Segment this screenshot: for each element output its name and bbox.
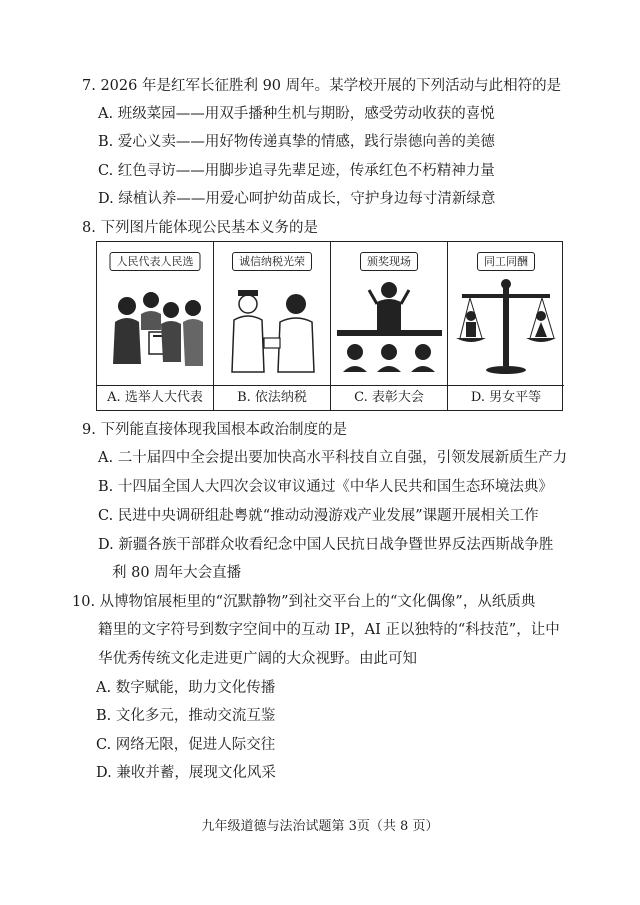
question-8-stem: 8. 下列图片能体现公民基本义务的是	[82, 220, 318, 236]
panel-b-caption: B. 依法纳税	[214, 385, 330, 410]
panel-b	[214, 242, 331, 410]
question-9-option-c: C. 民进中央调研组赴粤就“推动动漫游戏产业发展”课题开展相关工作	[98, 508, 539, 524]
panel-a-caption: A. 选举人大代表	[97, 385, 213, 410]
award-ceremony-illustration	[331, 272, 448, 387]
question-9-option-d: D. 新疆各族干部群众收看纪念中国人民抗日战争暨世界反法西斯战争胜	[98, 537, 554, 553]
panel-a	[97, 242, 214, 410]
question-10-stem-line-2: 籍里的文字符号到数字空间中的互动 IP，AI 正以独特的“科技范”，让中	[98, 622, 560, 638]
question-7-stem: 7. 2026 年是红军长征胜利 90 周年。某学校开展的下列活动与此相符的是	[82, 78, 562, 94]
question-7-option-b: B. 爱心义卖——用好物传递真挚的情感，践行崇德向善的美德	[98, 134, 495, 150]
question-9-option-b: B. 十四届全国人大四次会议审议通过《中华人民共和国生态环境法典》	[98, 479, 553, 495]
question-8-figure	[96, 241, 563, 411]
panel-d	[448, 242, 564, 410]
question-9-option-d-continued: 利 80 周年大会直播	[112, 565, 242, 581]
question-9-option-a: A. 二十届四中全会提出要加快高水平科技自立自强，引领发展新质生产力	[98, 450, 568, 466]
question-10-option-c: C. 网络无限，促进人际交往	[96, 737, 276, 753]
balance-scale-illustration	[448, 272, 564, 387]
panel-d-caption: D. 男女平等	[448, 385, 564, 410]
question-10-option-a: A. 数字赋能，助力文化传播	[96, 680, 276, 696]
question-10-stem-line-1: 10. 从博物馆展柜里的“沉默静物”到社交平台上的“文化偶像”，从纸质典	[72, 594, 536, 610]
question-10-stem-line-3: 华优秀传统文化走进更广阔的大众视野。由此可知	[98, 651, 417, 667]
page-footer: 九年级道德与法治试题第 3页（共 8 页）	[201, 819, 439, 834]
voting-people-illustration	[97, 272, 214, 387]
question-9-stem: 9. 下列能直接体现我国根本政治制度的是	[82, 422, 347, 438]
panel-d-banner: 同工同酬	[477, 252, 535, 271]
panel-c-banner: 颁奖现场	[360, 252, 418, 271]
panel-c-caption: C. 表彰大会	[331, 385, 447, 410]
question-10-option-b: B. 文化多元，推动交流互鉴	[96, 708, 276, 724]
panel-b-banner: 诚信纳税光荣	[232, 252, 312, 271]
question-10-option-d: D. 兼收并蓄，展现文化风采	[96, 765, 276, 781]
panel-c	[331, 242, 448, 410]
tax-officer-illustration	[214, 272, 331, 387]
question-7-option-a: A. 班级菜园——用双手播种生机与期盼，感受劳动收获的喜悦	[98, 106, 495, 122]
panel-a-banner: 人民代表人民选	[110, 252, 201, 271]
question-7-option-d: D. 绿植认养——用爱心呵护幼苗成长，守护身边每寸清新绿意	[98, 191, 496, 207]
question-7-option-c: C. 红色寻访——用脚步追寻先辈足迹，传承红色不朽精神力量	[98, 163, 495, 179]
